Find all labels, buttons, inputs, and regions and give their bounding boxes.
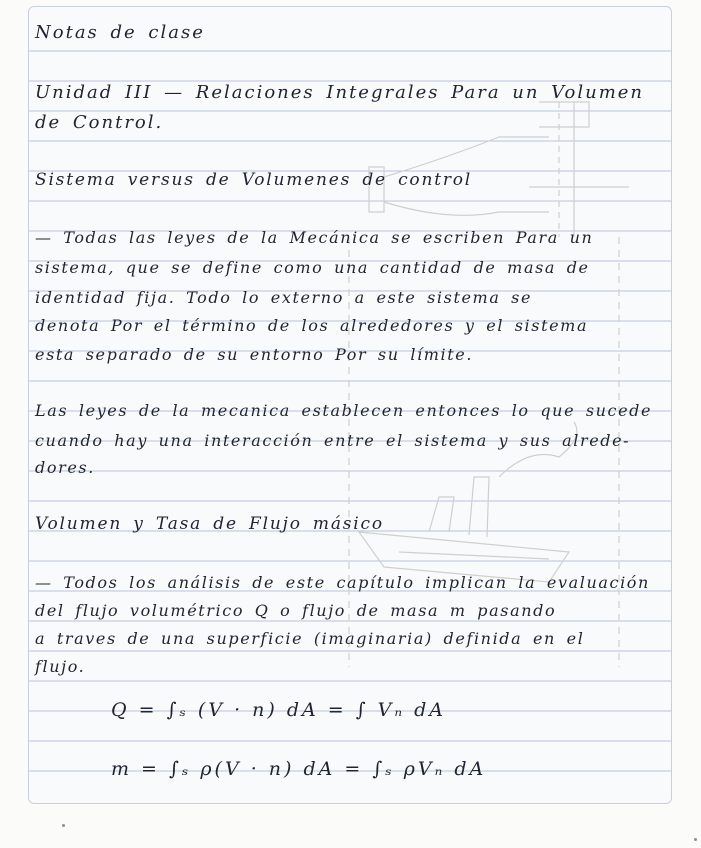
paragraph-3-line: flujo.	[35, 657, 86, 676]
section-heading-volume-and-mass-flow: Volumen y Tasa de Flujo másico	[35, 514, 384, 534]
unit-title: Unidad III — Relaciones Integrales Para un Volumen	[35, 82, 645, 103]
paragraph-3-line: — Todos los análisis de este capítulo implican la evaluación	[35, 573, 650, 592]
paragraph-1-line: denota Por el término de los alrededores y el sistema	[35, 316, 589, 335]
paragraph-3-line: a traves de una superficie (imaginaria) definida en el	[35, 629, 585, 648]
paper-speck	[694, 838, 697, 841]
paragraph-1-line: — Todas las leyes de la Mecánica se escriben Para un	[35, 228, 594, 247]
paragraph-1-line: identidad fija. Todo lo externo a este sistema se	[35, 288, 533, 307]
paragraph-2-line: Las leyes de la mecanica establecen entonces lo que sucede	[35, 401, 653, 420]
notebook-page	[28, 6, 672, 804]
paper-speck	[62, 824, 65, 827]
paragraph-3-line: del flujo volumétrico Q o flujo de masa m pasando	[35, 601, 557, 620]
mass-flow-equation: m = ∫ₛ ρ(V · n) dA = ∫ₛ ρVₙ dA	[111, 758, 487, 780]
unit-title-continuation: de Control.	[35, 112, 164, 133]
paragraph-1-line: sistema, que se define como una cantidad de masa de	[35, 258, 590, 277]
paragraph-1-line: esta separado de su entorno Por su límite.	[35, 345, 474, 364]
volume-flow-equation: Q = ∫ₛ (V · n) dA = ∫ Vₙ dA	[111, 699, 447, 721]
section-heading-system-vs-control-volume: Sistema versus de Volumenes de control	[35, 170, 473, 190]
paragraph-2-line: dores.	[35, 458, 95, 477]
page-title: Notas de clase	[35, 22, 205, 43]
paragraph-2-line: cuando hay una interacción entre el sistema y sus alrede-	[35, 431, 631, 450]
